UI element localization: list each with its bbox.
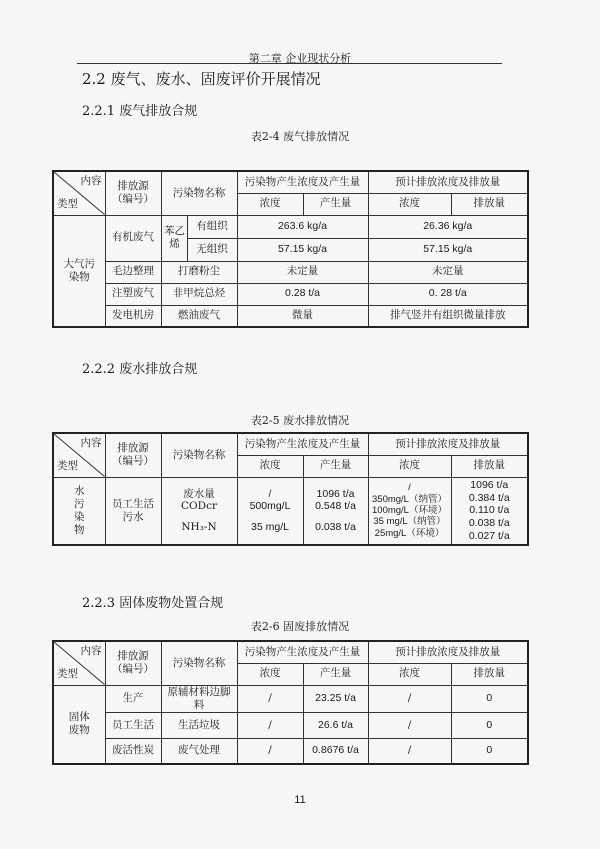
section-title: 2.2 废气、废水、固废评价开展情况	[82, 70, 321, 88]
gas-subtitle: 2.2.1 废气排放合规	[82, 104, 198, 119]
table-cell: /	[237, 712, 303, 738]
header-expected: 预计排放浓度及排放量	[368, 641, 528, 663]
styrene: 苯乙烯	[161, 215, 187, 261]
gas-table-caption: 表2-4 废气排放情况	[250, 130, 350, 143]
table-cell: 0	[451, 685, 528, 712]
water-produced: 1096 t/a 0.548 t/a 0.038 t/a	[303, 477, 368, 545]
table-cell: 0.8676 t/a	[303, 738, 368, 764]
table-cell: 57.15 kg/a	[368, 238, 528, 261]
water-source: 员工生活污水	[105, 477, 161, 545]
table-cell: /	[237, 685, 303, 712]
header-concentration: 浓度	[237, 455, 303, 477]
table-cell: 未定量	[368, 261, 528, 283]
table-cell: 注塑废气	[105, 283, 161, 305]
water-expected-concentration: / 350mg/L（纳管） 100mg/L（环境） 35 mg/L（纳管） 25mg/L（环境）	[368, 477, 451, 545]
header-concentration: 浓度	[368, 193, 451, 215]
table-cell: 员工生活	[105, 712, 161, 738]
diagonal-header-cell	[53, 641, 105, 685]
header-pollutant: 污染物名称	[161, 171, 237, 215]
header-expected: 预计排放浓度及排放量	[368, 433, 528, 455]
header-produced-amount: 产生量	[303, 193, 368, 215]
table-cell: 0.28 t/a	[237, 283, 368, 305]
table-cell: 23.25 t/a	[303, 685, 368, 712]
table-cell: 0	[451, 712, 528, 738]
page-number: 11	[294, 794, 306, 806]
solid-category: 固体废物	[53, 685, 105, 764]
gas-category: 大气污染物	[53, 215, 105, 327]
water-pollutants: 废水量 CODcr NH₃-N	[161, 477, 237, 545]
header-emission-amount: 排放量	[451, 663, 528, 685]
header-concentration: 浓度	[368, 455, 451, 477]
table-cell: 0. 28 t/a	[368, 283, 528, 305]
header-produced: 污染物产生浓度及产生量	[237, 433, 368, 455]
diagonal-header-cell	[53, 171, 105, 215]
table-cell: 生活垃圾	[161, 712, 237, 738]
header-concentration: 浓度	[368, 663, 451, 685]
header-concentration: 浓度	[237, 663, 303, 685]
header-content-label: 内容	[80, 175, 102, 187]
header-source: 排放源（编号）	[105, 433, 161, 477]
header-emission-amount: 排放量	[451, 455, 528, 477]
table-cell: 非甲烷总烃	[161, 283, 237, 305]
header-content-label: 内容	[80, 437, 102, 449]
table-cell: 0	[451, 738, 528, 764]
table-cell: 26.6 t/a	[303, 712, 368, 738]
header-pollutant: 污染物名称	[161, 641, 237, 685]
header-concentration: 浓度	[237, 193, 303, 215]
header-produced-amount: 产生量	[303, 663, 368, 685]
solid-waste-table	[52, 640, 529, 765]
solid-subtitle: 2.2.3 固体废物处置合规	[82, 596, 224, 611]
header-source: 排放源（编号）	[105, 641, 161, 685]
table-cell: 原辅材料边脚料	[161, 685, 237, 712]
header-pollutant: 污染物名称	[161, 433, 237, 477]
table-cell: /	[368, 712, 451, 738]
water-subtitle: 2.2.2 废水排放合规	[82, 362, 198, 377]
header-rule	[77, 63, 502, 64]
table-cell: 打磨粉尘	[161, 261, 237, 283]
organic-source: 有机废气	[105, 215, 161, 261]
water-concentration: / 500mg/L 35 mg/L	[237, 477, 303, 545]
header-produced: 污染物产生浓度及产生量	[237, 641, 368, 663]
table-cell: 废气处理	[161, 738, 237, 764]
water-table-caption: 表2-5 废水排放情况	[250, 414, 350, 427]
table-cell: 未定量	[237, 261, 368, 283]
header-produced-amount: 产生量	[303, 455, 368, 477]
table-cell: 排气竖井有组织微量排放	[368, 305, 528, 327]
table-cell: 263.6 kg/a	[237, 215, 368, 238]
header-source: 排放源（编号）	[105, 171, 161, 215]
table-cell: 燃油废气	[161, 305, 237, 327]
header-produced: 污染物产生浓度及产生量	[237, 171, 368, 193]
gas-emission-table	[52, 170, 529, 328]
table-cell: 26.36 kg/a	[368, 215, 528, 238]
table-cell: 生产	[105, 685, 161, 712]
header-expected: 预计排放浓度及排放量	[368, 171, 528, 193]
table-cell: /	[237, 738, 303, 764]
header-emission-amount: 排放量	[451, 193, 528, 215]
table-cell: 发电机房	[105, 305, 161, 327]
table-cell: 无组织	[187, 238, 237, 261]
table-cell: 57.15 kg/a	[237, 238, 368, 261]
header-type-label: 类型	[57, 198, 78, 211]
running-header: 第二章 企业现状分析	[248, 52, 352, 65]
header-content-label: 内容	[80, 645, 102, 657]
header-type-label: 类型	[57, 460, 78, 473]
table-cell: /	[368, 685, 451, 712]
water-emission-table	[52, 432, 529, 546]
table-cell: 废活性炭	[105, 738, 161, 764]
diagonal-header-cell	[53, 433, 105, 477]
table-cell: 微量	[237, 305, 368, 327]
solid-table-caption: 表2-6 固废排放情况	[250, 620, 350, 633]
table-cell: 有组织	[187, 215, 237, 238]
water-category: 水污染物	[53, 477, 105, 545]
table-cell: /	[368, 738, 451, 764]
water-expected-amount: 1096 t/a 0.384 t/a 0.110 t/a 0.038 t/a 0.027 t/a	[451, 477, 528, 545]
table-cell: 毛边整理	[105, 261, 161, 283]
header-type-label: 类型	[57, 668, 78, 681]
